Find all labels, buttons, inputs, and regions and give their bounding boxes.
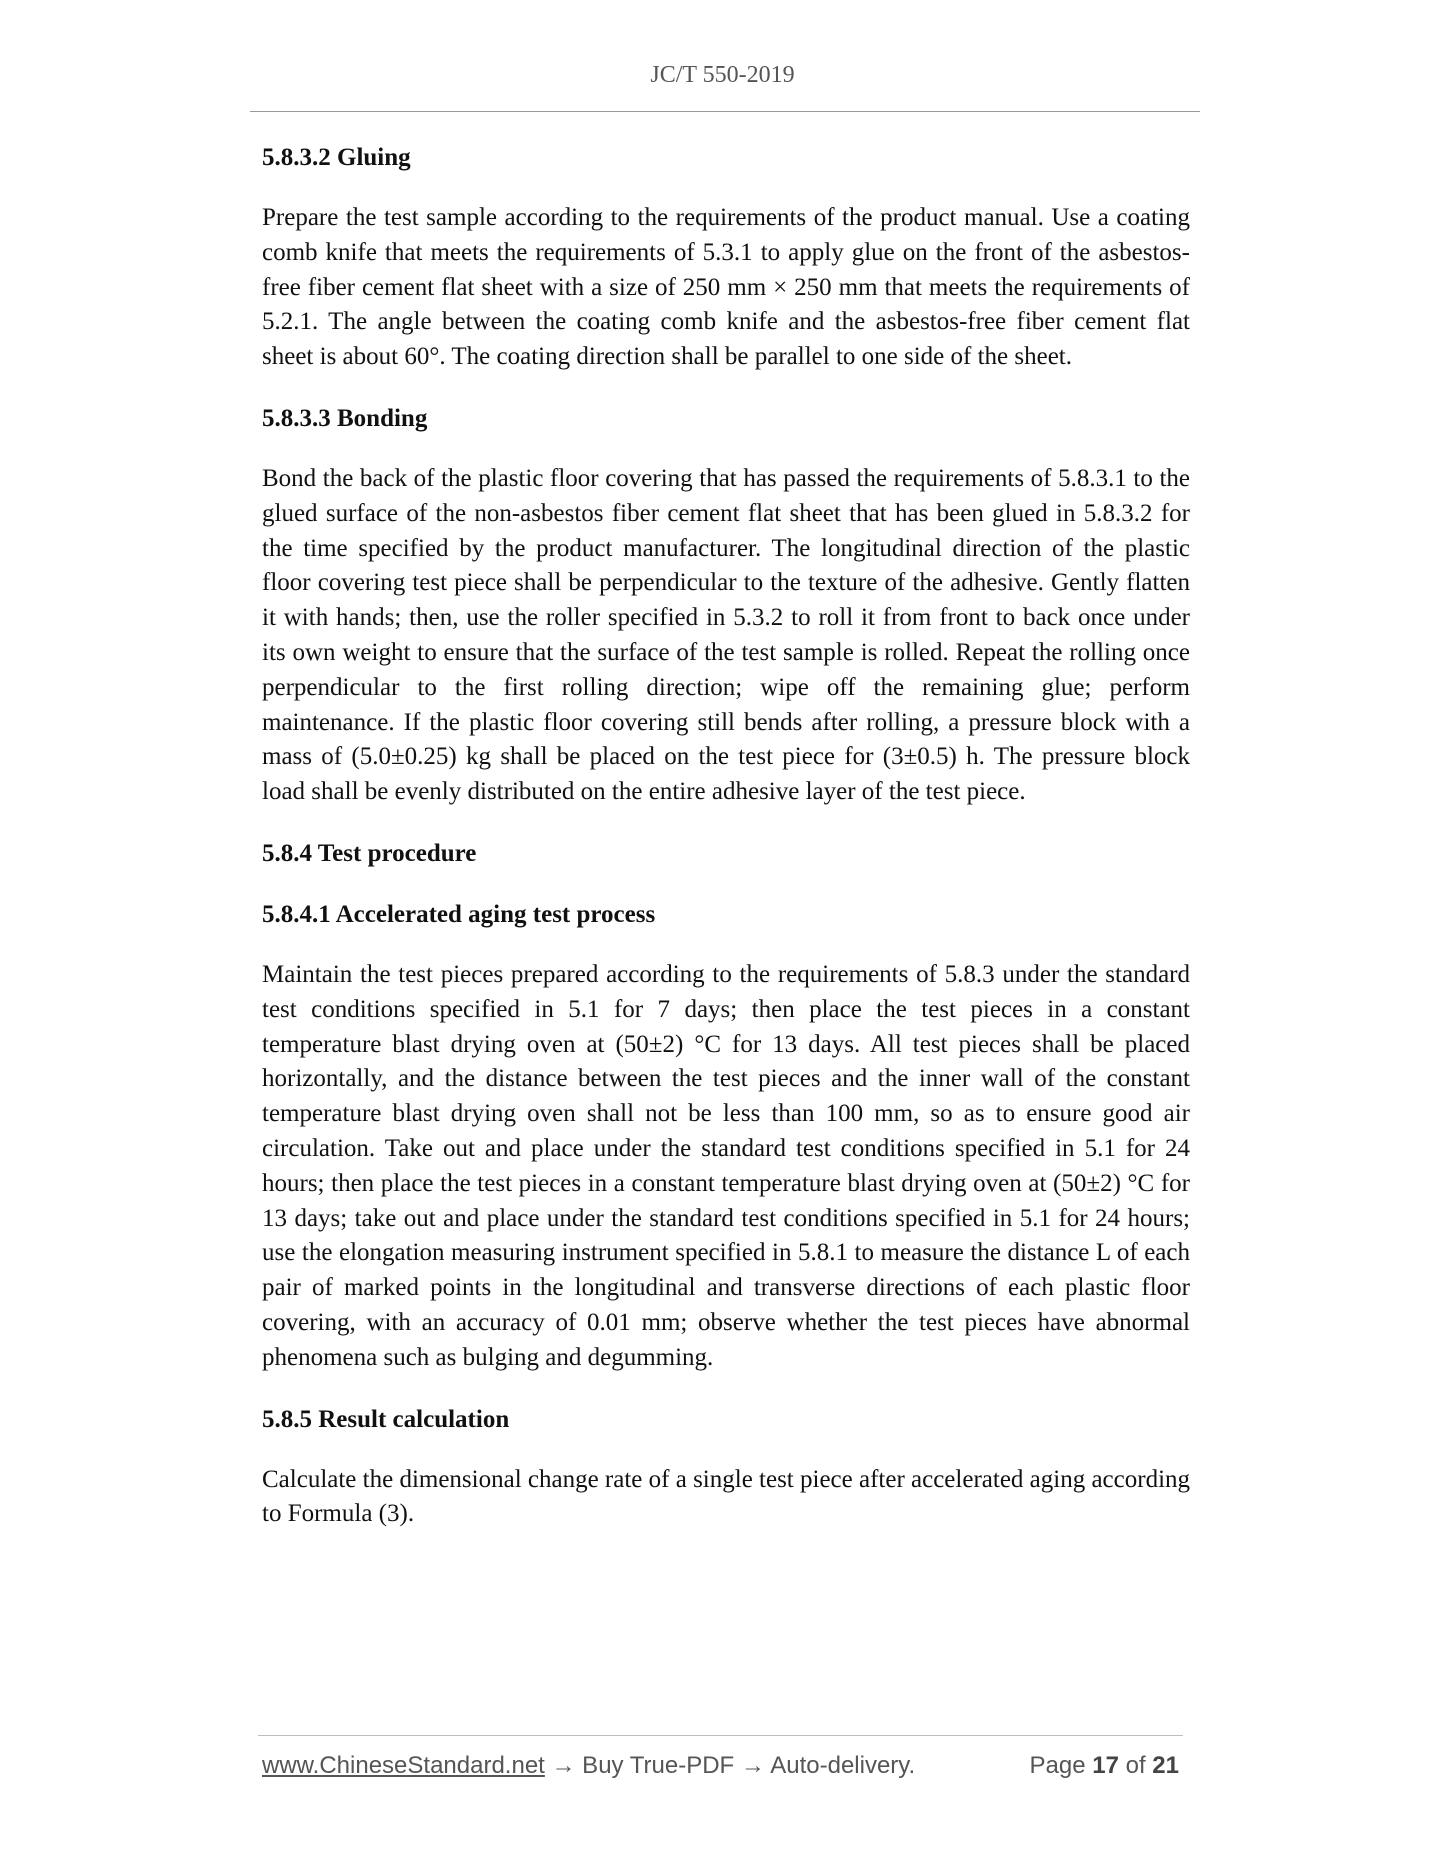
section-paragraph-gluing: Prepare the test sample according to the requirements of the product manual. Use a coating comb knife that meets the requirements of 5.3.1 to apply glue on the front of the asbestos-free fiber cement flat sheet with a size of 250 mm × 250 mm that meets the requirements of 5.2.1. The angle between the coating comb knife and the asbestos-free fiber cement flat sheet is about 60°. The coating direction shall be parallel to one side of the sheet. [262,204,1190,371]
page-header-title: JC/T 550-2019 [650,62,795,88]
section-heading-test-procedure: 5.8.4 Test procedure [262,839,477,867]
section-heading-accelerated-aging: 5.8.4.1 Accelerated aging test process [262,900,656,928]
page-current: 17 [1092,1752,1119,1779]
page-total: 21 [1152,1752,1179,1779]
footer-promo-text: → Buy True-PDF → Auto-delivery. [544,1752,916,1779]
document-body [262,140,1190,1558]
footer-promo [262,1752,915,1780]
footer-divider [258,1735,1183,1736]
header-divider [250,111,1200,112]
page-footer [262,1752,1182,1786]
page-number [1030,1752,1180,1780]
section-heading-bonding: 5.8.3.3 Bonding [262,404,428,432]
section-heading-gluing: 5.8.3.2 Gluing [262,144,411,171]
section-paragraph-result-calculation: Calculate the dimensional change rate of a single test piece after accelerated aging according to Formula (3). [262,1465,1191,1528]
section-paragraph-accelerated-aging: Maintain the test pieces prepared according to the requirements of 5.8.3 under the standard test conditions specified in 5.1 for 7 days; then place the test pieces in a constant temperature blast drying oven at (50±2) °C for 13 days. All test pieces shall be placed horizontally, and the distance between the test pieces and the inner wall of the constant temperature blast drying oven shall not be less than 100 mm, so as to ensure good air circulation. Take out and place under the standard test conditions specified in 5.1 for 24 hours; then place the test pieces in a constant temperature blast drying oven at (50±2) °C for 13 days; take out and place under the standard test conditions specified in 5.1 for 24 hours; use the elongation measuring instrument specified in 5.8.1 to measure the distance L of each pair of marked points in the longitudinal and transverse directions of each plastic floor covering, with an accuracy of 0.01 mm; observe whether the test pieces have abnormal phenomena such as bulging and degumming. [262,960,1190,1371]
section-paragraph-bonding: Bond the back of the plastic floor covering that has passed the requirements of 5.8.3.1 to the glued surface of the non-asbestos fiber cement flat sheet that has been glued in 5.8.3.2 for the time specified by the product manufacturer. The longitudinal direction of the plastic floor covering test piece shall be perpendicular to the texture of the adhesive. Gently flatten it with hands; then, use the roller specified in 5.3.2 to roll it from front to back once under its own weight to ensure that the surface of the test sample is rolled. Repeat the rolling once perpendicular to the first rolling direction; wipe off the remaining glue; perform maintenance. If the plastic floor covering still bends after rolling, a pressure block with a mass of (5.0±0.25) kg shall be placed on the test piece for (3±0.5) h. The pressure block load shall be evenly distributed on the entire adhesive layer of the test piece. [262,464,1190,806]
page-of-label: of [1125,1752,1146,1779]
website-link[interactable]: www.ChineseStandard.net [262,1752,545,1779]
page-label: Page [1029,1752,1086,1779]
section-heading-result-calculation: 5.8.5 Result calculation [262,1405,510,1433]
